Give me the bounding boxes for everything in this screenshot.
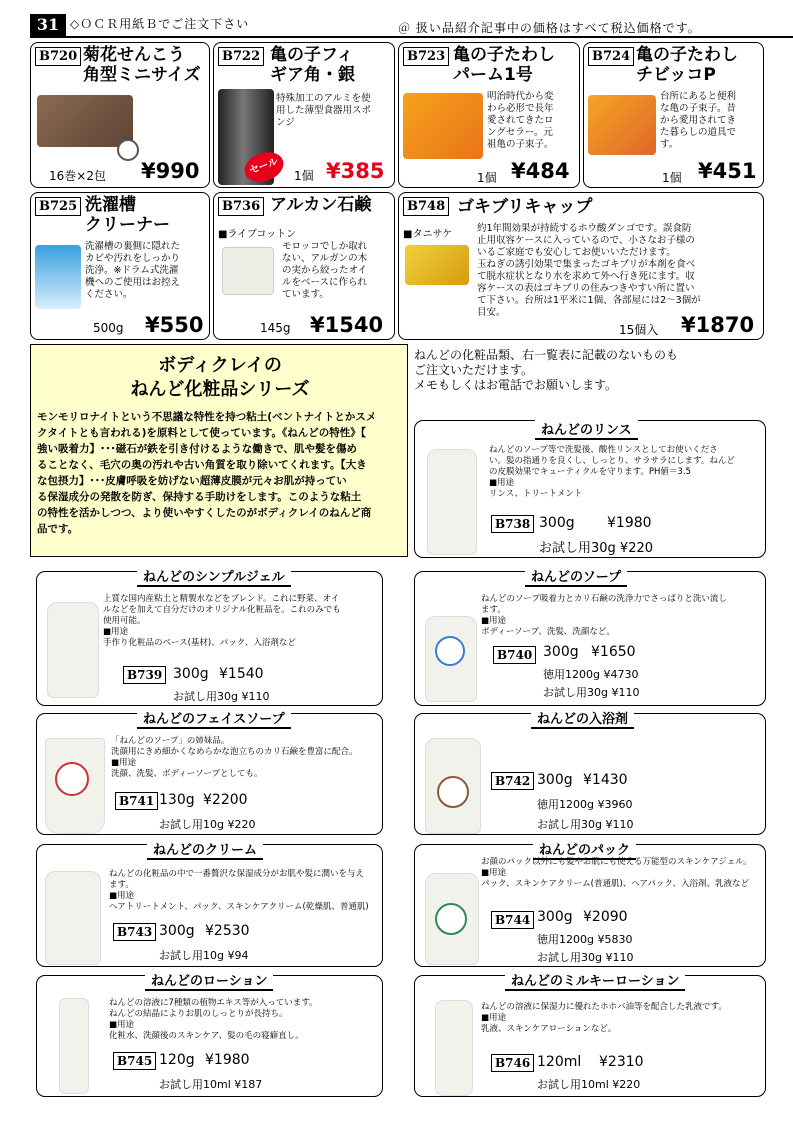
card-desc: ねんどの化粧品の中で一番贅沢な保湿成分がお肌や髪に潤いを与え ます。 ■用途 ヘアトリートメント、パック、スキンケアクリーム(乾燥肌、普通肌)	[109, 869, 369, 912]
product-name: 亀の子たわし チビッコP	[636, 45, 738, 85]
card-title: ねんどのソープ	[525, 566, 627, 587]
size: 300g	[159, 923, 195, 939]
spray-bottle-image	[59, 998, 89, 1094]
trial-price: お試し用10g ¥220	[159, 818, 256, 831]
product-code: B748	[403, 197, 449, 216]
price: ¥1650	[591, 644, 636, 660]
product-b722	[213, 42, 395, 188]
page-number: 31	[30, 14, 66, 36]
product-image	[222, 247, 274, 295]
price: ¥1980	[205, 1052, 250, 1068]
trial-price: お試し用30g ¥220	[539, 541, 654, 556]
order-note: ねんどの化粧品類、右一覧表に記載のないものも ご注文いただけます。 メモもしくはお電話でお願いします。	[414, 348, 679, 392]
card-desc: ねんどの溶液に7種類の植物エキス等が入っています。 ねんどの結晶によりお肌のしっとりが長持ち。 ■用途 化粧水、洗顔後のスキンケア、髪の毛の寝癖直し。	[109, 998, 318, 1041]
product-price: ¥1540	[310, 313, 384, 337]
feature-box	[30, 344, 408, 557]
product-code: B746	[491, 1054, 534, 1072]
card-b739	[36, 571, 383, 706]
pouch-image	[47, 602, 99, 698]
product-price: ¥990	[141, 159, 200, 183]
trial-price: お試し用10ml ¥220	[537, 1078, 641, 1091]
product-code: B739	[123, 666, 166, 684]
product-maker: ■ライブコットン	[218, 229, 297, 240]
product-qty: 1個	[294, 169, 314, 183]
product-qty: 1個	[662, 171, 682, 185]
trial-price: お試し用30g ¥110	[543, 686, 640, 699]
product-image	[403, 93, 483, 159]
product-image	[37, 95, 133, 147]
product-code: B744	[491, 911, 534, 929]
product-b736	[213, 192, 395, 340]
product-image	[405, 245, 469, 285]
product-code: B745	[113, 1052, 156, 1070]
size: 120g	[159, 1052, 195, 1068]
product-b748	[398, 192, 764, 340]
label-image	[435, 903, 467, 935]
bottle-image	[427, 449, 477, 555]
card-desc: 「ねんどのソープ」の姉妹品。 洗顔用にきめ細かくなめらかな泡立ちのカリ石鹸を豊富に配合。 ■用途 洗顔、洗髪、ボディーソープとしても。	[111, 736, 358, 779]
product-code: B722	[218, 47, 264, 66]
card-desc: ねんどの溶液に保湿力に優れたホホバ油等を配合した乳液です。 ■用途 乳液、スキンケアローションなど。	[481, 1002, 727, 1034]
bulk-price: 徳用1200g ¥5830	[537, 933, 633, 946]
bulk-price: 徳用1200g ¥3960	[537, 798, 633, 811]
card-title: ねんどのフェイスソープ	[137, 708, 291, 729]
feature-title-1: ボディクレイの	[158, 355, 282, 376]
card-title: ねんどのローション	[145, 970, 273, 991]
product-desc: 台所にあると便利 な亀の子束子。昔 から愛用されてき た暮らしの道具で す。	[660, 91, 737, 150]
price: ¥2310	[599, 1054, 644, 1070]
bottle-image	[435, 1000, 473, 1096]
product-desc: 洗濯槽の裏側に隠れた カビや汚れをしっかり 洗浄。※ドラム式洗濯 機へのご使用はお控え ください。	[85, 241, 181, 300]
card-desc: ねんどのソープ吸着力とカリ石鹸の洗浄力でさっぱりと洗い流し ます。 ■用途 ボディーソープ、洗髪、洗顔など。	[481, 594, 727, 637]
product-desc: モロッコでしか取れ ない、アルガンの木 の実から絞ったオイ ルをベースに作られ ています。	[282, 241, 368, 300]
price: ¥1980	[607, 515, 652, 531]
tax-note: ＠ 扱い品紹介記事中の価格はすべて税込価格です。	[398, 21, 701, 35]
product-name: 菊花せんこう 角型ミニサイズ	[83, 45, 201, 85]
pouch-image	[45, 871, 101, 965]
card-desc: ねんどのソープ等で洗髪後、酸性リンスとしてお使いくださ い。髪の指通りを良くし、しっとり、サラサラにします。ねんど の皮膜効果でキューティクルを守ります。PH値＝3.5 ■用途 リンス、トリートメント	[489, 445, 735, 499]
card-title: ねんどのミルキーローション	[505, 970, 685, 991]
product-qty: 16巻×2包	[49, 169, 106, 183]
product-code: B720	[35, 47, 81, 66]
product-desc: 特殊加工のアルミを使 用した薄型食器用スポ ンジ	[276, 93, 372, 128]
header-divider	[30, 36, 793, 38]
card-title: ねんどのリンス	[535, 419, 638, 440]
card-title: ねんどのパック	[533, 839, 636, 860]
product-desc: 明治時代から変 わら必形で長年 愛されてきたロ ングセラー。元 祖亀の子束子。	[487, 91, 554, 150]
bulk-price: 徳用1200g ¥4730	[543, 668, 639, 681]
card-desc: お顔のパック以外にも髪やお肌にも使える万能型のスキンケアジェル。 ■用途 パック、スキンケアクリーム(普通肌)、ヘアパック、入浴剤、乳液など	[481, 857, 752, 889]
size: 300g	[539, 515, 575, 531]
holder-image	[117, 139, 139, 161]
size: 300g	[537, 909, 573, 925]
product-b725	[30, 192, 210, 340]
size: 300g	[537, 772, 573, 788]
product-code: B740	[493, 646, 536, 664]
trial-price: お試し用30g ¥110	[173, 690, 270, 703]
product-price: ¥1870	[681, 313, 755, 337]
product-price: ¥451	[698, 159, 757, 183]
product-b723	[398, 42, 580, 188]
product-price: ¥385	[326, 159, 385, 183]
price: ¥2530	[205, 923, 250, 939]
product-code: B738	[491, 515, 534, 533]
price: ¥2090	[583, 909, 628, 925]
product-code: B742	[491, 772, 534, 790]
product-code: B736	[218, 197, 264, 216]
size: 130g	[159, 792, 195, 808]
product-name: ゴキブリキャップ	[457, 197, 593, 217]
trial-price: お試し用30g ¥110	[537, 951, 634, 964]
size: 120ml	[537, 1054, 582, 1070]
card-b743	[36, 844, 383, 967]
trial-price: お試し用10ml ¥187	[159, 1078, 263, 1091]
price: ¥2200	[203, 792, 248, 808]
trial-price: お試し用30g ¥110	[537, 818, 634, 831]
label-image	[435, 636, 465, 666]
price: ¥1540	[219, 666, 264, 682]
card-b746	[414, 975, 766, 1097]
product-maker: ■タニサケ	[403, 229, 453, 240]
product-code: B725	[35, 197, 81, 216]
card-desc: 上質な国内産粘土と精製水などをブレンド。これに野菜、オイ ルなどを加えて自分だけのオリジナル化粧品を。これのみでも 使用可能。 ■用途 手作り化粧品のベース(基材)、パック、入浴剤など	[103, 594, 341, 648]
product-code: B724	[588, 47, 634, 66]
card-b745	[36, 975, 383, 1097]
product-code: B741	[115, 792, 158, 810]
feature-body: モンモリロナイトという不思議な特性を持つ粘土(ベントナイトとかスメ クタイトとも言われる)を原料として使っています。《ねんどの特性》【 強い吸着力】･･･磁石が鉄を引き付けるような働きで、肌や髪を傷め ることなく、毛穴の奥の汚れや古い角質を取り除いてくれます。【大き な包摂力】･･･皮膚呼吸を妨げない超薄皮膜が元々お肌が持ってい る保湿成分の発散を防ぎ、保持する手助けをします。このような粘土 の特性を活かしつつ、より使いやすくしたのがボディクレイのねんど商 品です。	[37, 411, 377, 535]
product-name: 洗濯槽 クリーナー	[85, 195, 170, 235]
card-title: ねんどのシンプルジェル	[137, 566, 291, 587]
card-b741	[36, 713, 383, 835]
label-image	[55, 762, 89, 796]
order-instruction: ◇ＯＣＲ用紙Ｂでご注文下さい	[70, 17, 250, 31]
product-qty: 15個入	[619, 323, 659, 337]
product-name: アルカン石鹸	[270, 195, 372, 215]
product-code: B743	[113, 923, 156, 941]
price: ¥1430	[583, 772, 628, 788]
sale-badge: セール	[240, 147, 287, 187]
card-title: ねんどの入浴剤	[531, 708, 634, 729]
product-name: 亀の子たわし パーム1号	[453, 45, 555, 85]
product-qty: 1個	[477, 171, 497, 185]
page-header	[0, 0, 793, 36]
card-title: ねんどのクリーム	[147, 839, 263, 860]
card-b740	[414, 571, 766, 706]
size: 300g	[173, 666, 209, 682]
product-b724	[583, 42, 764, 188]
size: 300g	[543, 644, 579, 660]
card-b742	[414, 713, 766, 835]
product-image	[588, 95, 656, 155]
product-name: 亀の子フィ ギア角・銀	[270, 45, 355, 85]
product-b720	[30, 42, 210, 188]
product-qty: 500g	[93, 321, 124, 335]
product-desc: 約1年間効果が持続するホウ酸ダンゴです。誤食防 止用収容ケースに入っているので、小さなお子様の いるご家庭でも安心してお使いいただけます。 玉ねぎの誘引効果で集まったゴキブリが本剤を食べ て脱水症状となり水を求めて外へ行き死にます。収 容ケースの表はゴキブリの住みつきやすい所に置い て下さい。台所は1平米に1個、各部屋には2～3個が 目安。	[477, 223, 701, 318]
card-b744	[414, 844, 766, 967]
product-qty: 145g	[260, 321, 291, 335]
product-code: B723	[403, 47, 449, 66]
product-image	[35, 245, 81, 309]
label-image	[437, 776, 469, 808]
card-b738	[414, 420, 766, 558]
product-price: ¥484	[511, 159, 570, 183]
trial-price: お試し用10g ¥94	[159, 949, 249, 962]
feature-title-2: ねんど化粧品シリーズ	[130, 379, 310, 400]
product-price: ¥550	[145, 313, 204, 337]
